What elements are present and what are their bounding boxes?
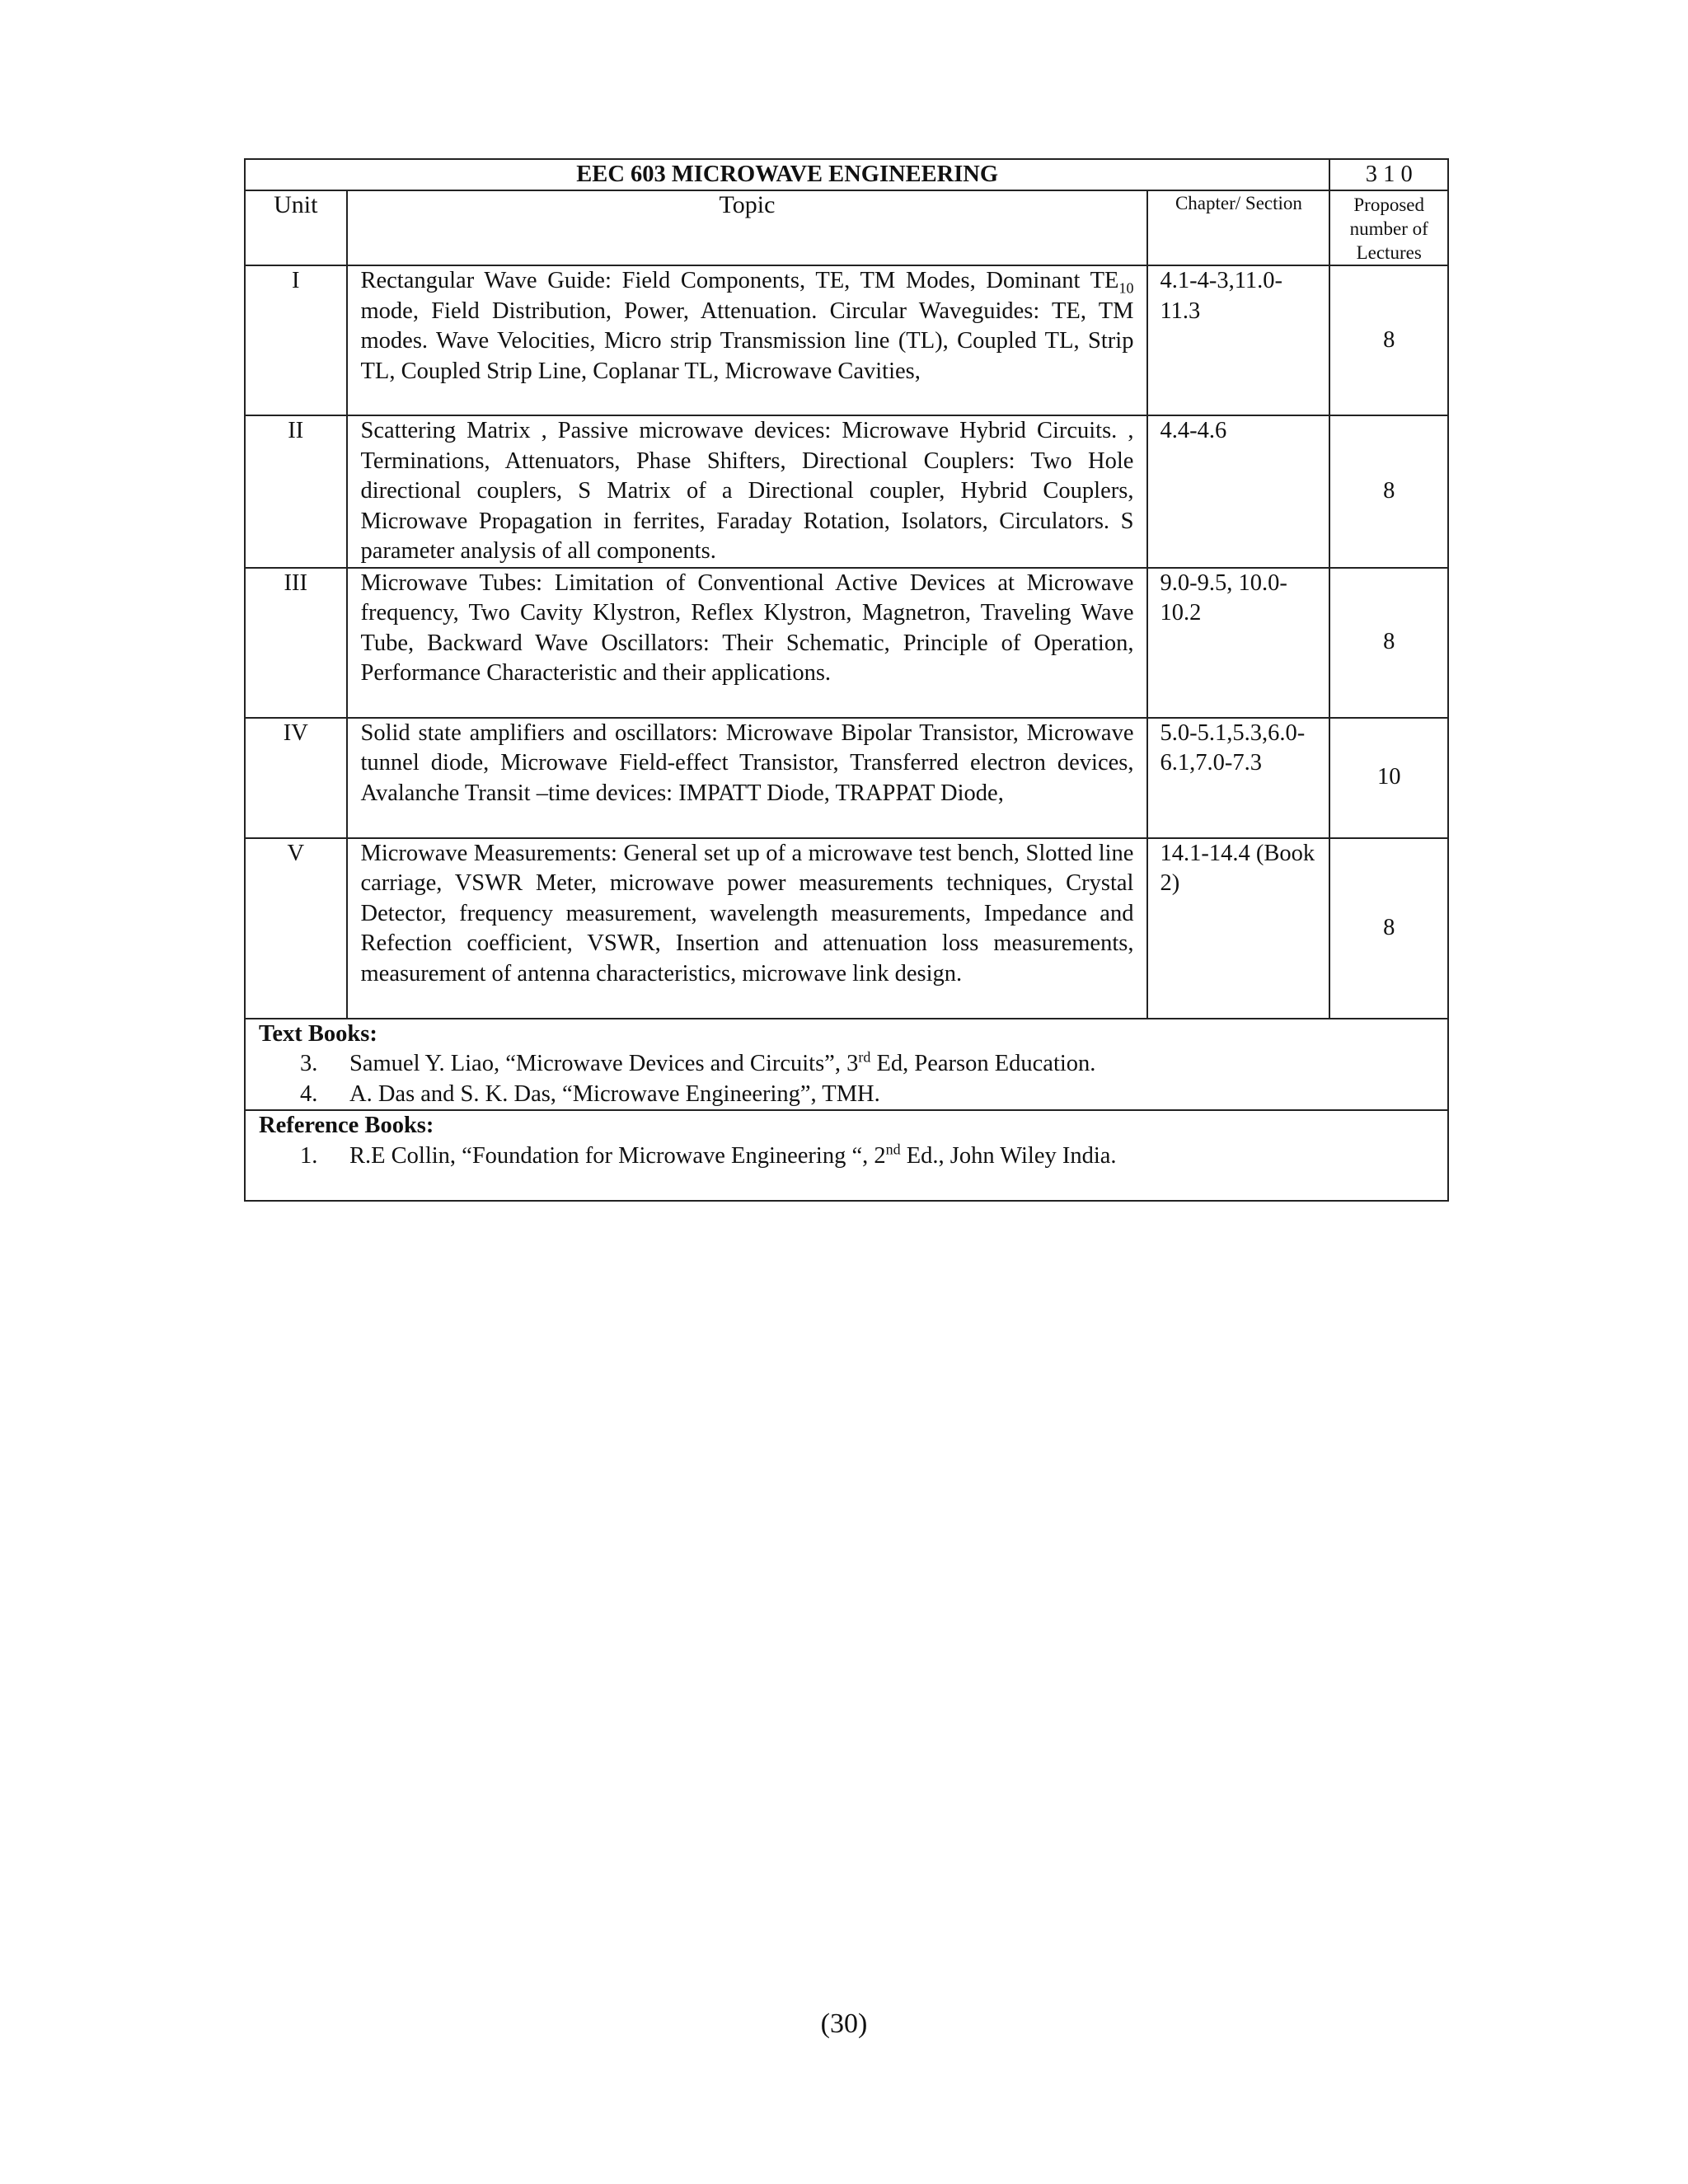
header-unit: Unit [245,190,347,265]
subscript: 10 [1118,279,1134,297]
header-row [245,190,1448,265]
text-books-heading: Text Books: [259,1020,377,1047]
header-topic: Topic [347,190,1148,265]
course-title: EEC 603 MICROWAVE ENGINEERING [245,159,1329,190]
citation-text: R.E Collin, “Foundation for Microwave Engineering “, 2 [349,1142,886,1169]
citation-text: Ed, Pearson Education. [870,1051,1096,1076]
unit-row [245,718,1448,838]
topic-text: mode, Field Distribution, Power, Attenuation. Circular Waveguides: TE, TM modes. Wave Velocities, Micro strip Transmission line (TL), Coupled TL, Strip TL, Coupled Strip Line, Coplanar TL, Microwave Cavities, [360,298,1134,384]
unit-lectures: 8 [1329,265,1448,415]
unit-topic: Solid state amplifiers and oscillators: Microwave Bipolar Transistor, Microwave tunnel diode, Microwave Field-effect Transistor, Transferred electron devices, Avalanche Transit –time devices: IMPATT Diode, TRAPPAT Diode, [347,718,1148,838]
reference-books-heading: Reference Books: [259,1113,434,1138]
course-credits: 3 1 0 [1329,159,1448,190]
unit-number: II [245,415,347,568]
reference-book-item [259,1141,1447,1172]
unit-number: IV [245,718,347,838]
citation-text: Samuel Y. Liao, “Microwave Devices and Circuits”, 3 [349,1051,859,1076]
unit-number: III [245,568,347,718]
citation-text: Ed., John Wiley India. [900,1142,1117,1169]
superscript: rd [858,1048,871,1066]
unit-row [245,568,1448,718]
unit-lectures: 8 [1329,415,1448,568]
unit-chapter: 4.4-4.6 [1147,415,1329,568]
unit-row [245,838,1448,1019]
unit-number: V [245,838,347,1019]
unit-lectures: 8 [1329,568,1448,718]
reference-books-row [245,1110,1448,1201]
list-number: 3. [300,1051,318,1076]
book-citation: A. Das and S. K. Das, “Microwave Engineering”, TMH. [349,1080,880,1107]
title-row [245,159,1448,190]
topic-text: Rectangular Wave Guide: Field Components, TE, TM Modes, Dominant TE [360,268,1119,293]
unit-chapter: 4.1-4-3,11.0-11.3 [1147,265,1329,415]
list-number: 1. [300,1142,318,1169]
unit-chapter: 14.1-14.4 (Book 2) [1147,838,1329,1019]
unit-topic [347,265,1148,415]
text-book-item [259,1080,1447,1110]
unit-topic: Microwave Measurements: General set up of a microwave test bench, Slotted line carriage, VSWR Meter, microwave power measurements techniques, Crystal Detector, frequency measurement, wavelength measurements, Impedance and Refection coefficient, VSWR, Insertion and attenuation loss measurements, measurement of antenna characteristics, microwave link design. [347,838,1148,1019]
text-book-item [259,1049,1447,1080]
unit-topic: Scattering Matrix , Passive microwave devices: Microwave Hybrid Circuits. , Terminations, Attenuators, Phase Shifters, Directional Couplers: Two Hole directional couplers, S Matrix of a Directional coupler, Hybrid Couplers, Microwave Propagation in ferrites, Faraday Rotation, Isolators, Circulators. S parameter analysis of all components. [347,415,1148,568]
book-citation [349,1049,1095,1080]
reference-books-section [245,1110,1448,1201]
book-citation [349,1141,1117,1172]
text-books-section [245,1019,1448,1111]
header-lectures: Proposed number of Lectures [1329,190,1448,265]
unit-row [245,415,1448,568]
superscript: nd [885,1141,901,1157]
unit-chapter: 9.0-9.5, 10.0-10.2 [1147,568,1329,718]
unit-lectures: 10 [1329,718,1448,838]
unit-row [245,265,1448,415]
reference-books-list [259,1141,1447,1172]
text-books-list [259,1049,1447,1109]
header-chapter: Chapter/ Section [1147,190,1329,265]
syllabus-table [244,158,1449,1202]
list-number: 4. [300,1080,318,1107]
unit-topic: Microwave Tubes: Limitation of Conventional Active Devices at Microwave frequency, Two Cavity Klystron, Reflex Klystron, Magnetron, Traveling Wave Tube, Backward Wave Oscillators: Their Schematic, Principle of Operation, Performance Characteristic and their applications. [347,568,1148,718]
page-number: (30) [820,2008,868,2039]
text-books-row [245,1019,1448,1111]
unit-chapter: 5.0-5.1,5.3,6.0-6.1,7.0-7.3 [1147,718,1329,838]
unit-number: I [245,265,347,415]
unit-lectures: 8 [1329,838,1448,1019]
